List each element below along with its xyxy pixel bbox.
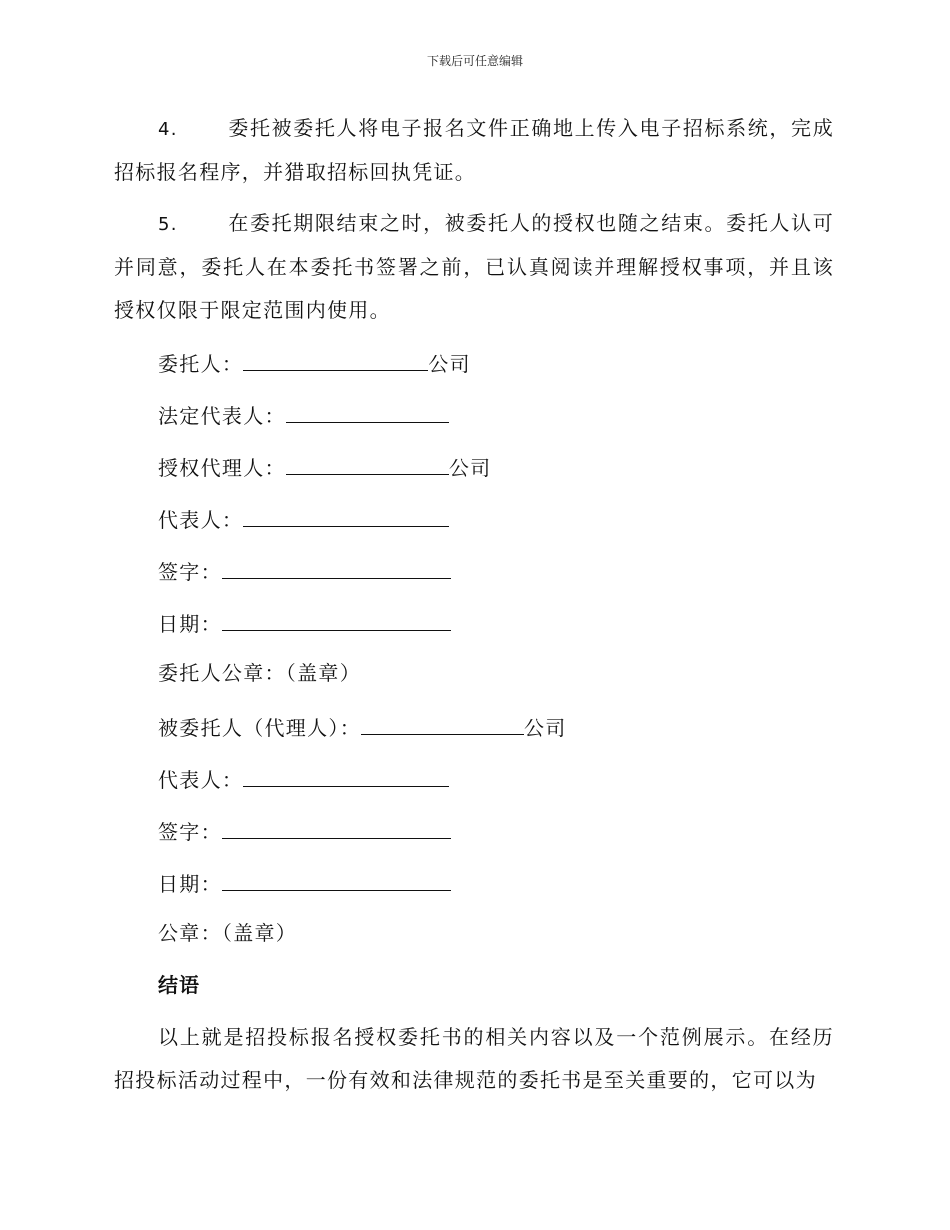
- field-label: 日期：: [158, 612, 222, 636]
- field-label: 代表人：: [158, 508, 244, 532]
- field-label: 法定代表人：: [158, 404, 286, 428]
- clause-number: 5.: [158, 214, 178, 235]
- blank-line[interactable]: [361, 704, 524, 735]
- blank-line[interactable]: [222, 548, 451, 579]
- blank-line[interactable]: [286, 444, 449, 475]
- field-label: 公章：（盖章）: [158, 921, 298, 945]
- blank-line[interactable]: [286, 392, 449, 423]
- field-seal: [158, 912, 834, 955]
- conclusion-paragraph: 以上就是招投标报名授权委托书的相关内容以及一个范例展示。在经历招投标活动过程中，一份有效和法律规范的委托书是至关重要的，它可以为: [114, 1025, 834, 1092]
- clause-5: [114, 202, 834, 332]
- blank-line[interactable]: [222, 860, 451, 891]
- field-label: 授权代理人：: [158, 456, 286, 480]
- field-label: 代表人：: [158, 768, 244, 792]
- page-header: 下载后可任意编辑: [426, 54, 523, 68]
- field-representative: [158, 496, 834, 539]
- blank-line[interactable]: [243, 340, 428, 371]
- field-signature-2: [158, 808, 834, 851]
- field-label: 日期：: [158, 872, 222, 896]
- field-legal-rep: [158, 392, 834, 435]
- field-label: 委托人公章：（盖章）: [158, 661, 361, 685]
- document-body: [114, 107, 834, 1102]
- clause-text: 在委托期限结束之时，被委托人的授权也随之结束。委托人认可并同意，委托人在本委托书签署之前，已认真阅读并理解授权事项，并且该授权仅限于限定范围内使用。: [114, 211, 834, 322]
- field-agent: [158, 704, 834, 747]
- field-label: 签字：: [158, 560, 222, 584]
- field-signature: [158, 548, 834, 591]
- clause-text: 委托被委托人将电子报名文件正确地上传入电子招标系统，完成招标报名程序，并猎取招标回执凭证。: [114, 116, 834, 184]
- blank-line[interactable]: [222, 600, 451, 631]
- field-representative-2: [158, 756, 834, 799]
- blank-line[interactable]: [243, 756, 449, 787]
- field-suffix: 公司: [524, 716, 567, 740]
- field-date-2: [158, 860, 834, 903]
- blank-line[interactable]: [222, 808, 451, 839]
- field-principal: [158, 340, 834, 383]
- field-date: [158, 600, 834, 643]
- field-suffix: 公司: [448, 456, 492, 480]
- field-label: 委托人：: [158, 352, 244, 376]
- clause-4: [114, 107, 834, 194]
- field-principal-seal: [158, 652, 834, 695]
- field-label: 签字：: [158, 820, 222, 844]
- field-suffix: 公司: [428, 352, 471, 376]
- field-authorized-agent: [158, 444, 834, 487]
- blank-line[interactable]: [243, 496, 449, 527]
- clause-number: 4.: [158, 119, 178, 140]
- section-heading: 结语: [158, 973, 200, 997]
- field-label: 被委托人（代理人）：: [158, 716, 361, 740]
